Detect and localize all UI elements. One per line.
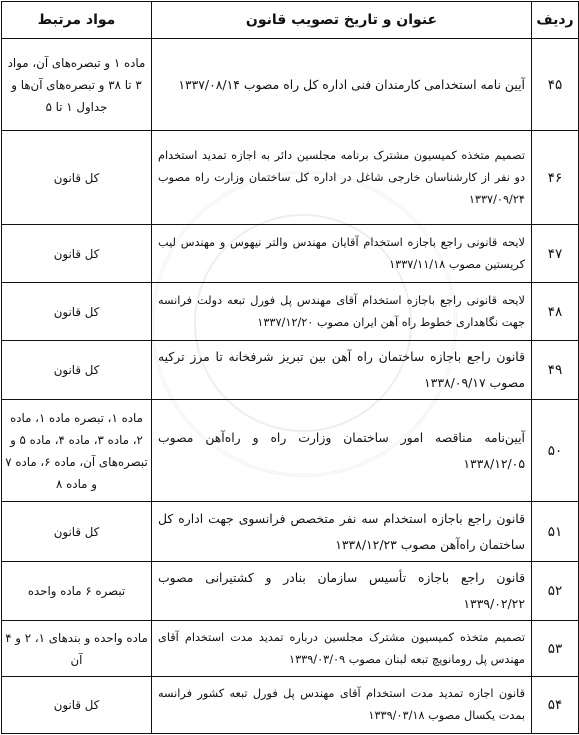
table-row <box>2 562 579 621</box>
law-table-page <box>1 1 578 734</box>
table-row <box>2 39 579 131</box>
related-articles-cell: ماده واحده و بندهای ۱، ۲ و ۴ آن <box>2 621 152 677</box>
law-title-cell: لایحه قانونی راجع باجازه استخدام آقای مهندس پل فورل تبعه دولت فرانسه جهت نگاهداری خطوط راه آهن ایران مصوب ۱۳۳۷/۱۲/۲۰ <box>152 283 532 341</box>
table-row <box>2 283 579 341</box>
related-articles-cell: کل قانون <box>2 225 152 283</box>
table-row <box>2 677 579 734</box>
header-related-articles: مواد مرتبط <box>2 2 152 39</box>
law-table <box>1 1 579 734</box>
row-number-cell: ۵۰ <box>532 400 579 502</box>
table-row <box>2 502 579 562</box>
law-title-cell: قانون راجع باجازه ساختمان راه آهن بین تبریز شرفخانه تا مرز ترکیه مصوب ۱۳۳۸/۰۹/۱۷ <box>152 341 532 400</box>
row-number-cell: ۴۷ <box>532 225 579 283</box>
row-number-cell: ۴۸ <box>532 283 579 341</box>
row-number-cell: ۵۴ <box>532 677 579 734</box>
table-row <box>2 400 579 502</box>
table-row <box>2 621 579 677</box>
law-title-cell: قانون راجع باجازه استخدام سه نفر متخصص فرانسوی جهت اداره کل ساختمان راه‌آهن مصوب ۱۳۳۸/۱۲/۲۳ <box>152 502 532 562</box>
related-articles-cell: کل قانون <box>2 131 152 225</box>
row-number-cell: ۵۱ <box>532 502 579 562</box>
row-number-cell: ۵۲ <box>532 562 579 621</box>
row-number-cell: ۴۹ <box>532 341 579 400</box>
related-articles-cell: کل قانون <box>2 502 152 562</box>
table-row <box>2 341 579 400</box>
law-title-cell: قانون اجازه تمدید مدت استخدام آقای مهندس پل فورل تبعه کشور فرانسه بمدت یکسال مصوب ۱۳۳۹/۰۳/۱۸ <box>152 677 532 734</box>
header-row-number: ردیف <box>532 2 579 39</box>
row-number-cell: ۴۵ <box>532 39 579 131</box>
related-articles-cell: کل قانون <box>2 341 152 400</box>
law-title-cell: قانون راجع باجازه تأسیس سازمان بنادر و کشتیرانی مصوب ۱۳۳۹/۰۲/۲۲ <box>152 562 532 621</box>
table-header-row <box>2 2 579 39</box>
related-articles-cell: ماده ۱، تبصره ماده ۱، ماده ۲، ماده ۳، ماده ۴، ماده ۵ و تبصره‌های آن، ماده ۶، ماده ۷ و ماده ۸ <box>2 400 152 502</box>
row-number-cell: ۵۳ <box>532 621 579 677</box>
law-title-cell: لایحه قانونی راجع باجازه استخدام آقایان مهندس والتر نیهوس و مهندس لیب کریستین مصوب ۱۳۳۷/۱۱/۱۸ <box>152 225 532 283</box>
related-articles-cell: کل قانون <box>2 677 152 734</box>
law-title-cell: آیین نامه استخدامی کارمندان فنی اداره کل راه مصوب ۱۳۳۷/۰۸/۱۴ <box>152 39 532 131</box>
law-title-cell: تصمیم متخذه کمیسیون مشترک برنامه مجلسین دائر به اجازه تمدید استخدام دو نفر از کارشناسان خارجی شاغل در اداره کل ساختمان وزارت راه مصوب ۱۳۳۷/۰۹/۲۴ <box>152 131 532 225</box>
law-title-cell: تصمیم متخذه کمیسیون مشترک مجلسین درباره تمدید مدت استخدام آقای مهندس پل رومانویچ تبعه لبنان مصوب ۱۳۳۹/۰۳/۰۹ <box>152 621 532 677</box>
law-title-cell: آیین‌نامه مناقصه امور ساختمان وزارت راه و راه‌آهن مصوب ۱۳۳۸/۱۲/۰۵ <box>152 400 532 502</box>
related-articles-cell: تبصره ۶ ماده واحده <box>2 562 152 621</box>
header-law-title: عنوان و تاریخ تصویب قانون <box>152 2 532 39</box>
table-row <box>2 131 579 225</box>
related-articles-cell: کل قانون <box>2 283 152 341</box>
row-number-cell: ۴۶ <box>532 131 579 225</box>
table-row <box>2 225 579 283</box>
related-articles-cell: ماده ۱ و تبصره‌های آن، مواد ۳ تا ۳۸ و تبصره‌های آن‌ها و جداول ۱ تا ۵ <box>2 39 152 131</box>
